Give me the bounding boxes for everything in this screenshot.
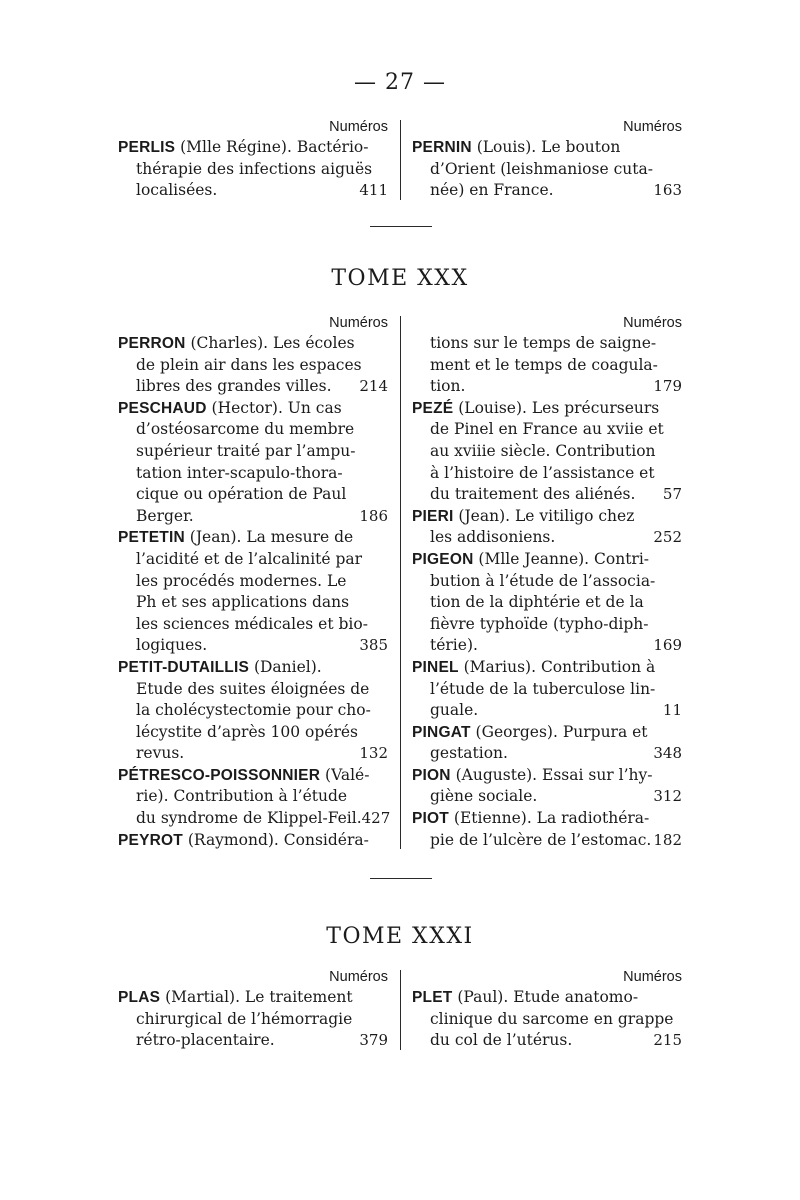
- entry-line: [412, 137, 682, 159]
- entry-text: de Pinel en France au xviie et: [430, 420, 664, 439]
- index-entry: [118, 333, 388, 398]
- entry-line: [412, 441, 682, 463]
- entry-text: l’étude de la tuberculose lin-: [430, 679, 656, 698]
- entry-number: 214: [359, 377, 388, 396]
- entry-number: 182: [653, 830, 682, 849]
- entry-text: Berger.: [136, 506, 194, 525]
- entry-line: [412, 657, 682, 679]
- entry-author: PESCHAUD: [118, 399, 207, 417]
- entry-line: [412, 830, 682, 852]
- entry-number: 312: [653, 787, 682, 806]
- entry-line: [118, 484, 388, 506]
- entry-text: PIOT (Etienne). La radiothéra-: [412, 809, 650, 828]
- entry-author: PERNIN: [412, 139, 472, 156]
- entry-text: revus.: [136, 744, 185, 763]
- entry-line: [412, 743, 682, 765]
- entry-text: PINEL (Marius). Contribution à: [412, 657, 656, 676]
- numeros-header: Numéros: [623, 119, 682, 135]
- entry-line: [412, 786, 682, 808]
- entry-text: PION (Auguste). Essai sur l’hy-: [412, 765, 653, 784]
- entry-line: [412, 592, 682, 614]
- entry-line: [412, 1009, 682, 1031]
- entry-text: PLET (Paul). Etude anatomo-: [412, 988, 639, 1006]
- entry-line: [118, 635, 388, 657]
- index-entry: [118, 830, 388, 852]
- entry-text: gestation.: [430, 744, 508, 763]
- entry-number: 163: [653, 181, 682, 200]
- index-entry: [412, 333, 682, 398]
- entry-line: [118, 679, 388, 701]
- numeros-header: Numéros: [623, 969, 682, 985]
- entry-line: [118, 419, 388, 441]
- entry-line: [118, 786, 388, 808]
- index-entry: [412, 137, 682, 202]
- entry-number: 169: [653, 636, 682, 655]
- entry-text: PEYROT (Raymond). Considéra-: [118, 830, 369, 849]
- entry-text: du col de l’utérus.: [430, 1031, 573, 1050]
- tome-heading: TOME XXX: [331, 266, 469, 291]
- right-column: [400, 118, 682, 202]
- index-entry: [118, 137, 388, 202]
- entry-line: [118, 463, 388, 485]
- page-number: — 27 —: [354, 70, 446, 95]
- entry-text: pie de l’ulcère de l’estomac.: [430, 830, 652, 849]
- right-column: [400, 314, 682, 851]
- entry-number: 348: [653, 744, 682, 763]
- tome-xxxi-section: [118, 968, 683, 1052]
- entry-line: [412, 180, 682, 202]
- entry-author: PERLIS: [118, 139, 176, 156]
- entry-number: 11: [662, 701, 682, 720]
- entry-text: l’acidité et de l’alcalinité par: [136, 549, 363, 568]
- left-column: [118, 118, 400, 202]
- entry-text: Ph et ses applications dans: [136, 593, 350, 612]
- entry-number: 215: [653, 1031, 682, 1050]
- entry-text: clinique du sarcome en grappe: [430, 1009, 674, 1028]
- entry-line: [412, 159, 682, 181]
- entry-text: PIGEON (Mlle Jeanne). Contri-: [412, 549, 650, 568]
- left-column: [118, 968, 400, 1052]
- entry-line: [118, 355, 388, 377]
- entry-text: bution à l’étude de l’associa-: [430, 571, 656, 590]
- entry-text: née) en France.: [430, 181, 554, 200]
- entry-line: [412, 765, 682, 787]
- entry-line: [118, 722, 388, 744]
- entry-author: PIGEON: [412, 550, 474, 568]
- entry-text: tation inter-scapulo-thora-: [136, 463, 343, 482]
- entry-line: [118, 333, 388, 355]
- entry-line: [412, 700, 682, 722]
- entry-line: [412, 679, 682, 701]
- entry-number: 252: [653, 528, 682, 547]
- entry-text: PESCHAUD (Hector). Un cas: [118, 398, 342, 417]
- entry-text: guale.: [430, 701, 479, 720]
- entry-text: PINGAT (Georges). Purpura et: [412, 722, 648, 741]
- entry-line: [118, 398, 388, 420]
- entry-text: les sciences médicales et bio-: [136, 614, 368, 633]
- index-entry: [412, 808, 682, 851]
- entry-text: tion.: [430, 377, 466, 396]
- entry-author: PÉTRESCO-POISSONNIER: [118, 766, 321, 784]
- entry-line: [118, 549, 388, 571]
- entry-line: [412, 398, 682, 420]
- entry-line: [118, 506, 388, 528]
- entry-line: [118, 137, 388, 159]
- entry-line: [412, 419, 682, 441]
- entry-number: 57: [662, 485, 682, 504]
- entry-text: rétro-placentaire.: [136, 1031, 275, 1050]
- numeros-header: Numéros: [329, 119, 388, 135]
- column-divider: [400, 120, 401, 200]
- entry-line: [118, 765, 388, 787]
- entry-line: [412, 614, 682, 636]
- entry-author: PEZÉ: [412, 399, 454, 417]
- entry-line: [118, 743, 388, 765]
- entry-author: PION: [412, 766, 451, 784]
- index-entry: [412, 722, 682, 765]
- entry-line: [118, 527, 388, 549]
- entry-text: Etude des suites éloignées de: [136, 679, 370, 698]
- entry-line: [118, 376, 388, 398]
- index-entry: [118, 987, 388, 1052]
- left-column: [118, 314, 400, 851]
- entry-text: d’ostéosarcome du membre: [136, 420, 355, 439]
- entry-line: [412, 549, 682, 571]
- entry-number: 132: [359, 744, 388, 763]
- entry-text: cique ou opération de Paul: [136, 485, 347, 504]
- entry-line: [412, 635, 682, 657]
- entry-line: [412, 1030, 682, 1052]
- entry-author: PETIT-DUTAILLIS: [118, 658, 250, 676]
- numeros-header: Numéros: [329, 315, 388, 331]
- tome-xxx-section: [118, 314, 683, 851]
- numeros-header: Numéros: [623, 315, 682, 331]
- entry-line: [118, 657, 388, 679]
- entry-line: [118, 441, 388, 463]
- entry-line: [412, 506, 682, 528]
- entry-line: [118, 987, 388, 1009]
- index-entry: [412, 987, 682, 1052]
- column-divider: [400, 316, 401, 849]
- entry-text: PERNIN (Louis). Le bouton: [412, 138, 621, 156]
- entry-author: PLET: [412, 989, 453, 1006]
- entry-text: PIERI (Jean). Le vitiligo chez: [412, 506, 635, 525]
- entry-line: [412, 463, 682, 485]
- index-entry: [412, 398, 682, 506]
- entry-text: fièvre typhoïde (typho-diph-: [430, 614, 649, 633]
- entry-line: [118, 180, 388, 202]
- entry-line: [118, 614, 388, 636]
- entry-text: localisées.: [136, 181, 218, 200]
- entry-text: PERRON (Charles). Les écoles: [118, 334, 355, 352]
- entry-line: [412, 484, 682, 506]
- entry-number: 186: [359, 506, 388, 525]
- entry-text: les addisoniens.: [430, 528, 556, 547]
- entry-text: à l’histoire de l’assistance et: [430, 463, 655, 482]
- index-entry: [412, 549, 682, 657]
- entry-text: du traitement des aliénés.: [430, 485, 636, 504]
- entry-text: de plein air dans les espaces: [136, 355, 362, 374]
- index-entry: [118, 398, 388, 528]
- column-divider: [400, 970, 401, 1050]
- entry-number: 179: [653, 377, 682, 396]
- entry-text: lécystite d’après 100 opérés: [136, 722, 358, 741]
- numeros-header: Numéros: [329, 969, 388, 985]
- entry-line: [118, 808, 391, 830]
- index-entry: [118, 765, 391, 830]
- entry-text: PETIT-DUTAILLIS (Daniel).: [118, 657, 322, 676]
- entry-author: PIOT: [412, 810, 449, 828]
- entry-text: supérieur traité par l’ampu-: [136, 441, 356, 460]
- entry-text: PEZÉ (Louise). Les précurseurs: [412, 398, 660, 417]
- top-entries-section: [118, 118, 683, 202]
- entry-author: PIERI: [412, 507, 454, 525]
- entry-line: [118, 830, 388, 852]
- entry-text: du syndrome de Klippel-Feil.: [136, 809, 362, 828]
- entry-author: PERRON: [118, 335, 186, 352]
- index-entry: [118, 527, 388, 657]
- entry-text: PÉTRESCO-POISSONNIER (Valé-: [118, 765, 370, 784]
- entry-line: [412, 571, 682, 593]
- entry-text: PLAS (Martial). Le traitement: [118, 988, 353, 1006]
- entry-line: [412, 527, 682, 549]
- entry-author: PINEL: [412, 658, 459, 676]
- entry-text: ment et le temps de coagula-: [430, 355, 658, 374]
- entry-line: [412, 333, 682, 355]
- entry-author: PINGAT: [412, 723, 471, 741]
- entry-number: 411: [359, 181, 388, 200]
- entry-text: d’Orient (leishmaniose cuta-: [430, 159, 653, 178]
- index-entry: [412, 657, 682, 722]
- entry-text: logiques.: [136, 636, 208, 655]
- entry-line: [118, 592, 388, 614]
- entry-line: [412, 376, 682, 398]
- entry-text: les procédés modernes. Le: [136, 571, 347, 590]
- entry-line: [118, 1030, 388, 1052]
- entry-line: [412, 808, 682, 830]
- entry-author: PETETIN: [118, 529, 185, 547]
- entry-line: [118, 159, 388, 181]
- entry-text: PETETIN (Jean). La mesure de: [118, 528, 354, 547]
- entry-line: [412, 355, 682, 377]
- entry-line: [412, 722, 682, 744]
- entry-number: 379: [359, 1031, 388, 1050]
- entry-line: [118, 700, 388, 722]
- entry-author: PLAS: [118, 989, 161, 1006]
- section-separator: [370, 226, 432, 227]
- entry-line: [412, 987, 682, 1009]
- index-entry: [118, 657, 388, 765]
- entry-text: tion de la diphtérie et de la: [430, 593, 644, 612]
- entry-text: térie).: [430, 636, 478, 655]
- index-entry: [412, 765, 682, 808]
- entry-text: thérapie des infections aiguës: [136, 159, 373, 178]
- entry-line: [118, 571, 388, 593]
- entry-number: 427: [361, 809, 391, 828]
- right-column: [400, 968, 682, 1052]
- entry-line: [118, 1009, 388, 1031]
- entry-text: au xviiie siècle. Contribution: [430, 441, 656, 460]
- entry-text: chirurgical de l’hémorragie: [136, 1009, 353, 1028]
- entry-text: giène sociale.: [430, 787, 538, 806]
- section-separator: [370, 878, 432, 879]
- index-entry: [412, 506, 682, 549]
- entry-text: libres des grandes villes.: [136, 377, 332, 396]
- entry-author: PEYROT: [118, 831, 183, 849]
- tome-heading: TOME XXXI: [326, 924, 474, 949]
- entry-text: la cholécystectomie pour cho-: [136, 701, 371, 720]
- entry-number: 385: [359, 636, 388, 655]
- entry-text: tions sur le temps de saigne-: [430, 334, 657, 352]
- entry-text: rie). Contribution à l’étude: [136, 787, 348, 806]
- entry-text: PERLIS (Mlle Régine). Bactério-: [118, 138, 369, 156]
